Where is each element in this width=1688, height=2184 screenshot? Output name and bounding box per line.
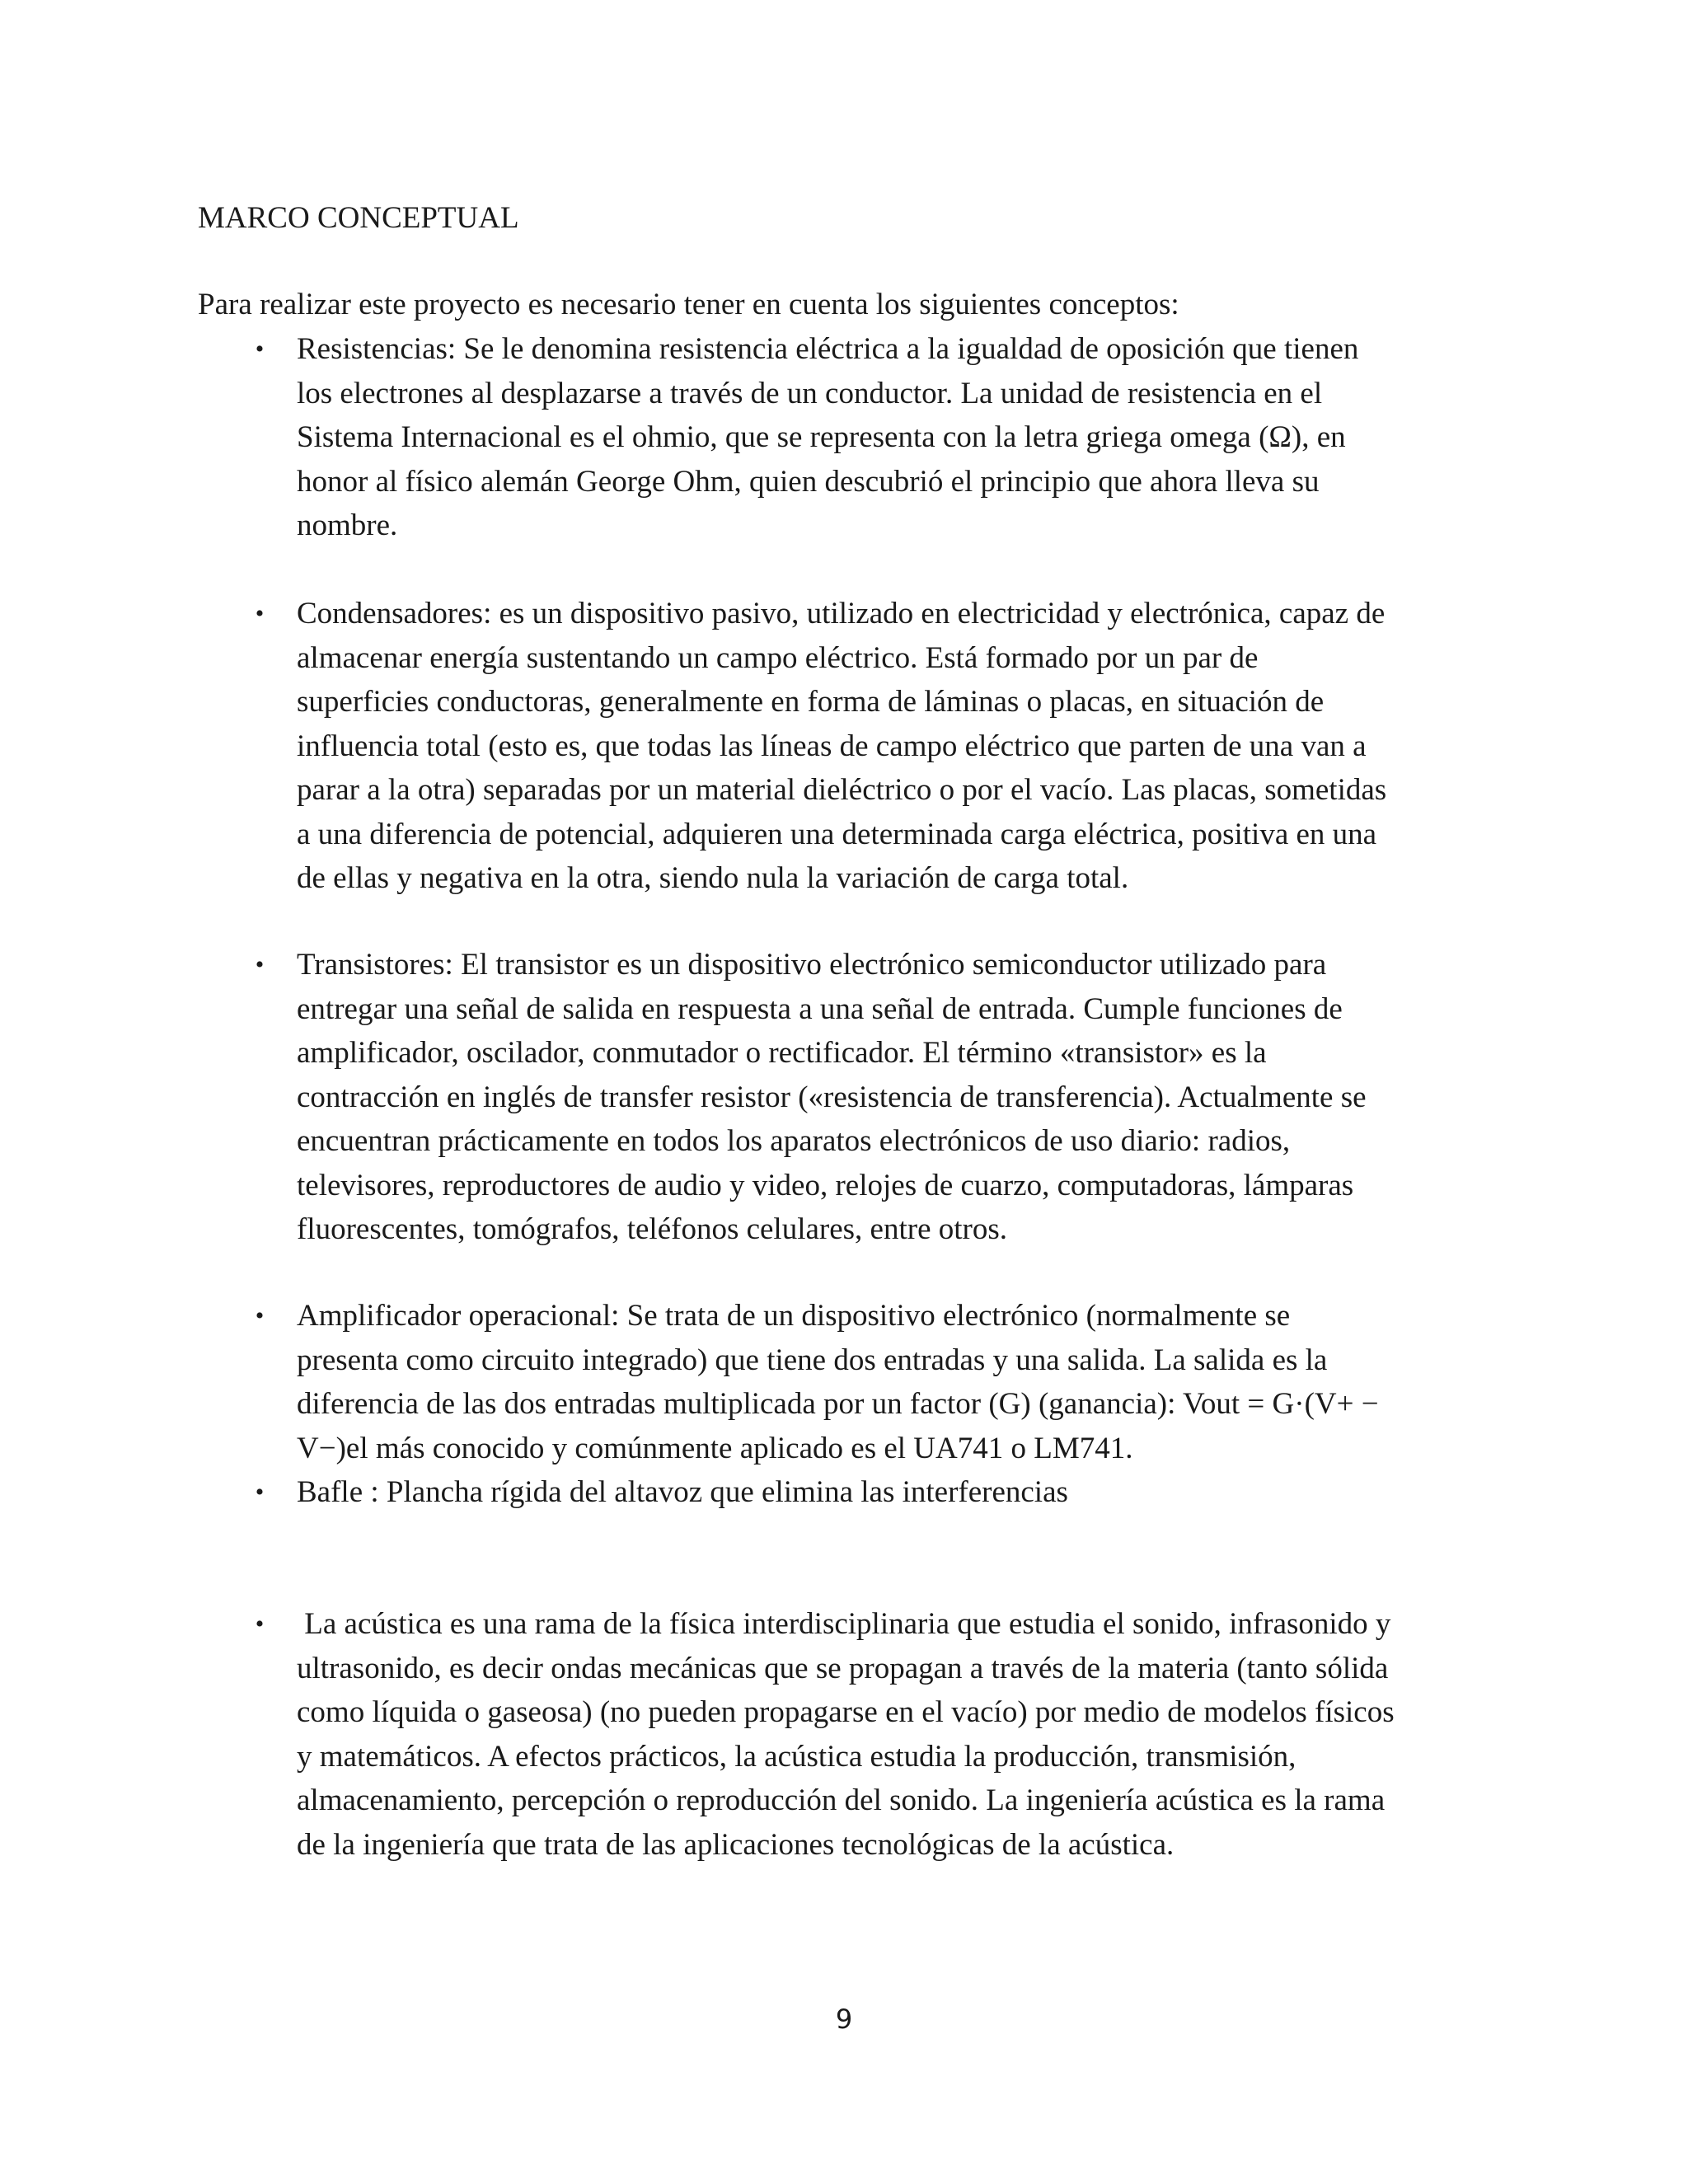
text-line: V−)el más conocido y comúnmente aplicado es el UA741 o LM741.: [297, 1431, 1133, 1465]
list-item-resistencias: [255, 327, 1508, 548]
text-line: fluorescentes, tomógrafos, teléfonos celulares, entre otros.: [297, 1212, 1008, 1246]
text-line: contracción en inglés de transfer resistor («resistencia de transferencia). Actualmente se: [297, 1080, 1367, 1114]
bullet-icon: •: [255, 1610, 265, 1638]
list-item-amplificador: [255, 1294, 1508, 1470]
text-line: amplificador, oscilador, conmutador o rectificador. El término «transistor» es la: [297, 1036, 1267, 1070]
text-line: superficies conductoras, generalmente en forma de láminas o placas, en situación de: [297, 685, 1325, 719]
text-line: ultrasonido, es decir ondas mecánicas que se propagan a través de la materia (tanto sólida: [297, 1651, 1389, 1685]
list-item-condensadores: [255, 592, 1508, 901]
text-line: entregar una señal de salida en respuesta a una señal de entrada. Cumple funciones de: [297, 991, 1343, 1026]
text-line: Resistencias: Se le denomina resistencia eléctrica a la igualdad de oposición que tienen: [297, 332, 1359, 366]
bullet-icon: •: [255, 951, 265, 978]
bullet-icon: •: [255, 335, 265, 363]
text-line: Condensadores: es un dispositivo pasivo, utilizado en electricidad y electrónica, capaz de: [297, 597, 1386, 630]
section-heading: MARCO CONCEPTUAL: [198, 201, 519, 235]
text-line: Bafle : Plancha rígida del altavoz que elimina las interferencias: [297, 1475, 1068, 1509]
list-item-acustica: [255, 1602, 1508, 1867]
page-number: 9: [835, 2004, 853, 2035]
text-line: almacenar energía sustentando un campo eléctrico. Está formado por un par de: [297, 640, 1259, 675]
list-item-bafle: [255, 1470, 1508, 1515]
text-line: Sistema Internacional es el ohmio, que se representa con la letra griega omega (Ω), en: [297, 420, 1346, 454]
text-line: almacenamiento, percepción o reproducción del sonido. La ingeniería acústica es la rama: [297, 1783, 1386, 1817]
text-line: los electrones al desplazarse a través de un conductor. La unidad de resistencia en el: [297, 376, 1323, 410]
text-line: presenta como circuito integrado) que tiene dos entradas y una salida. La salida es la: [297, 1343, 1328, 1377]
text-line: La acústica es una rama de la física interdisciplinaria que estudia el sonido, infrasonido y: [297, 1607, 1391, 1641]
bullet-icon: •: [255, 1302, 265, 1329]
text-line: diferencia de las dos entradas multiplicada por un factor (G) (ganancia): Vout = G·(V+ −: [297, 1387, 1379, 1421]
text-line: nombre.: [297, 509, 398, 542]
bullet-icon: •: [255, 1479, 265, 1506]
text-line: influencia total (esto es, que todas las líneas de campo eléctrico que parten de una van a: [297, 729, 1367, 763]
text-line: Amplificador operacional: Se trata de un dispositivo electrónico (normalmente se: [297, 1299, 1291, 1333]
text-line: como líquida o gaseosa) (no pueden propagarse en el vacío) por medio de modelos físicos: [297, 1695, 1395, 1729]
text-line: parar a la otra) separadas por un material dieléctrico o por el vacío. Las placas, sometidas: [297, 773, 1387, 807]
text-line: de ellas y negativa en la otra, siendo nula la variación de carga total.: [297, 861, 1129, 895]
list-item-transistores: [255, 943, 1508, 1252]
text-line: televisores, reproductores de audio y video, relojes de cuarzo, computadoras, lámparas: [297, 1168, 1354, 1202]
bullet-icon: •: [255, 600, 265, 627]
text-line: y matemáticos. A efectos prácticos, la acústica estudia la producción, transmisión,: [297, 1739, 1296, 1774]
intro-paragraph: Para realizar este proyecto es necesario tener en cuenta los siguientes conceptos:: [198, 288, 1179, 321]
text-line: encuentran prácticamente en todos los aparatos electrónicos de uso diario: radios,: [297, 1124, 1291, 1158]
text-line: de la ingeniería que trata de las aplicaciones tecnológicas de la acústica.: [297, 1827, 1175, 1862]
text-line: a una diferencia de potencial, adquieren una determinada carga eléctrica, positiva en una: [297, 817, 1377, 851]
text-line: honor al físico alemán George Ohm, quien descubrió el principio que ahora lleva su: [297, 464, 1320, 499]
text-line: Transistores: El transistor es un dispositivo electrónico semiconductor utilizado para: [297, 948, 1327, 982]
